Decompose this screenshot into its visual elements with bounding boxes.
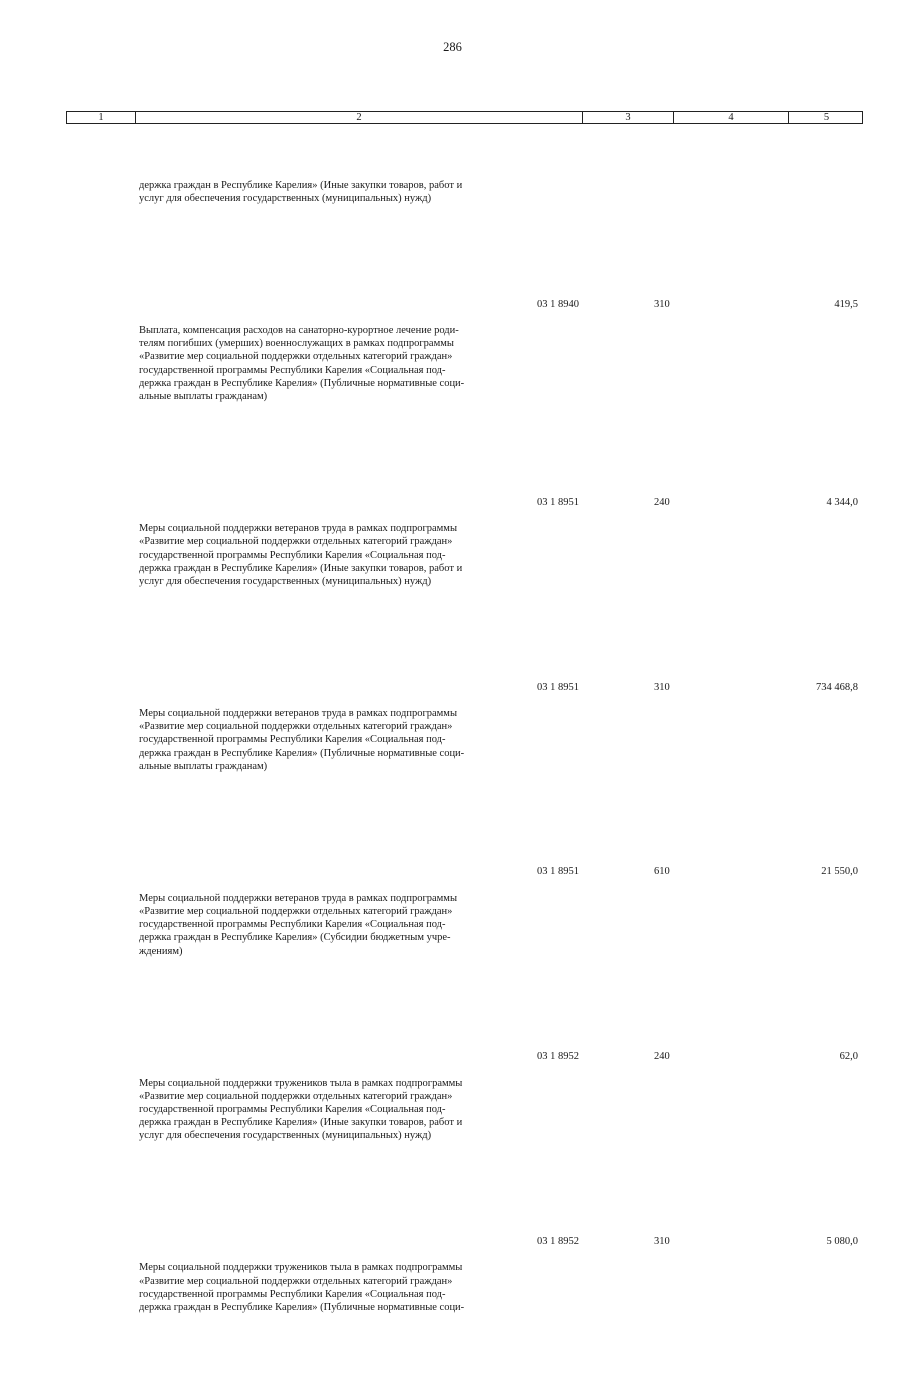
row-code: 03 1 8951 [537,866,579,878]
table-body [139,126,858,1394]
table-row [139,496,858,654]
row-code: 03 1 8940 [537,298,579,310]
table-row [139,681,858,839]
header-col-4: 4 [674,112,789,123]
header-col-3: 3 [583,112,674,123]
table-row [139,298,858,470]
row-description: Выплата, компенсация расходов на санаторно-курортное лечение роди- телям погибших (умерших) военнослужащих в рамках подпрограммы «Развитие мер социальной поддержки отдельных категорий граждан» государственной программы Республики Карелия «Социальная под- держка граждан в Республике Карелия» (Публичные нормативные соци- альные выплаты гражданам) [139,325,465,403]
row-type: 610 [654,866,670,878]
table-row [139,865,858,1023]
row-code: 03 1 8952 [537,1236,579,1248]
row-description: Меры социальной поддержки ветеранов труда в рамках подпрограммы «Развитие мер социальной поддержки отдельных категорий граждан» государственной программы Республики Карелия «Социальная под- держка граждан в Республике Карелия» (Субсидии бюджетным учре- ждениям) [139,892,458,957]
page-number: 286 [443,40,462,54]
row-description: Меры социальной поддержки ветеранов труда в рамках подпрограммы «Развитие мер социальной поддержки отдельных категорий граждан» государственной программы Республики Карелия «Социальная под- держка граждан в Республике Карелия» (Иные закупки товаров, работ и услуг для обеспечения государственных (муниципальных) нужд) [139,523,463,587]
row-amount: 4 344,0 [826,496,858,508]
row-amount: 62,0 [839,1051,858,1063]
row-amount: 734 468,8 [816,681,858,693]
row-type: 240 [654,1051,670,1063]
table-row [139,1235,858,1380]
row-type: 310 [654,1236,670,1248]
row-amount: 5 080,0 [826,1236,858,1248]
header-col-5: 5 [823,112,830,123]
header-col-1: 1 [67,112,136,123]
row-description: Меры социальной поддержки тружеников тыла в рамках подпрограммы «Развитие мер социальной поддержки отдельных категорий граждан» государственной программы Республики Карелия «Социальная под- держка граждан в Республике Карелия» (Публичные нормативные соци- [139,1262,465,1314]
table-row [139,152,519,271]
table-row [139,1050,858,1208]
row-description: Меры социальной поддержки ветеранов труда в рамках подпрограммы «Развитие мер социальной поддержки отдельных категорий граждан» государственной программы Республики Карелия «Социальная под- держка граждан в Республике Карелия» (Публичные нормативные соци- альные выплаты гражданам) [139,707,465,772]
row-amount: 419,5 [834,298,858,310]
row-code: 03 1 8951 [537,681,579,693]
row-code: 03 1 8952 [537,1051,579,1063]
row-type: 310 [654,681,670,693]
row-amount: 21 550,0 [821,866,858,878]
row-description: держка граждан в Республике Карелия» (Иные закупки товаров, работ и услуг для обеспечения государственных (муниципальных) нужд) [139,179,463,205]
header-col-2: 2 [136,112,583,123]
row-description: Меры социальной поддержки тружеников тыла в рамках подпрограммы «Развитие мер социальной поддержки отдельных категорий граждан» государственной программы Республики Карелия «Социальная под- держка граждан в Республике Карелия» (Иные закупки товаров, работ и услуг для обеспечения государственных (муниципальных) нужд) [139,1077,463,1142]
row-type: 240 [654,496,670,508]
table-header [66,111,863,124]
row-type: 310 [654,298,670,310]
row-code: 03 1 8951 [537,496,579,508]
